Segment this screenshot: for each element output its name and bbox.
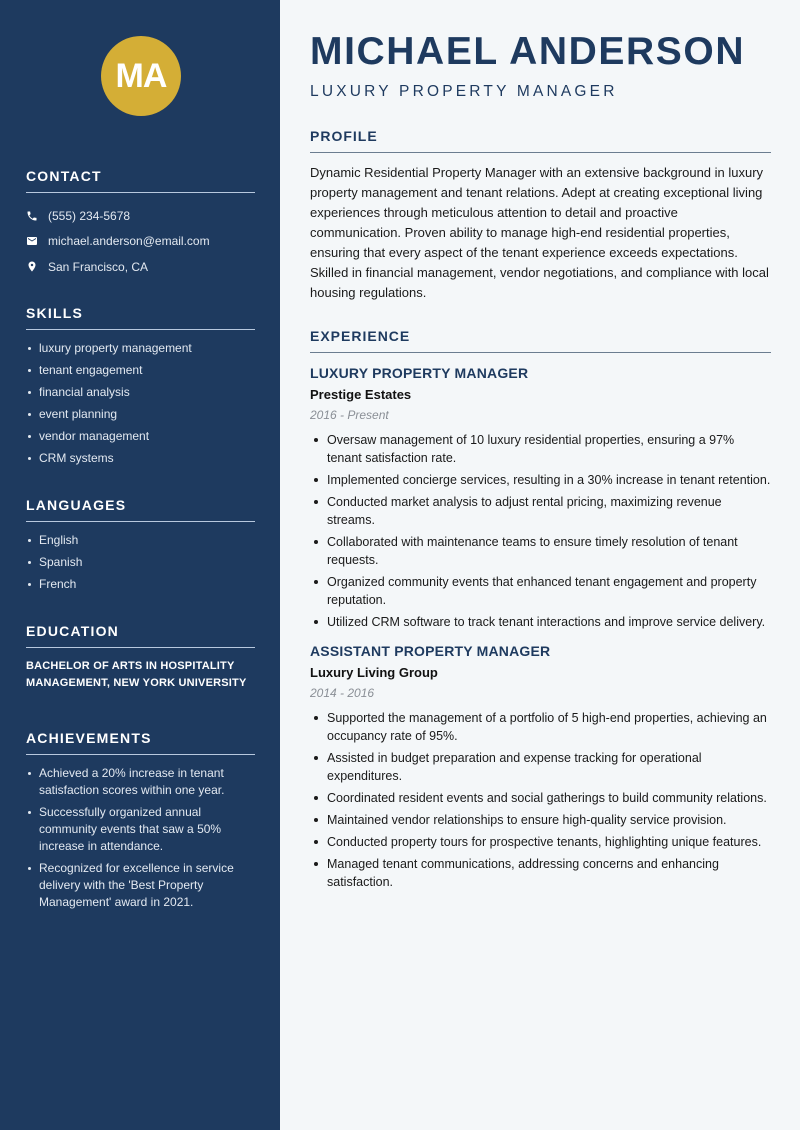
- location-pin-icon: [26, 260, 48, 273]
- job-bullet: Oversaw management of 10 luxury residential properties, ensuring a 97% tenant satisfaction rate.: [310, 431, 771, 467]
- job-title-header: LUXURY PROPERTY MANAGER: [310, 83, 618, 100]
- job-bullets: [310, 709, 771, 891]
- company-name: Prestige Estates: [310, 387, 412, 402]
- language-item: English: [26, 532, 255, 549]
- skills-heading: SKILLS: [26, 305, 255, 330]
- contact-heading: CONTACT: [26, 168, 255, 193]
- email-icon: [26, 235, 48, 247]
- job-bullet: Conducted property tours for prospective tenants, highlighting unique features.: [310, 833, 771, 851]
- achievements-section: [26, 730, 255, 916]
- skill-item: event planning: [26, 406, 255, 423]
- job-dates: 2014 - 2016: [310, 686, 375, 700]
- candidate-name: MICHAEL ANDERSON: [310, 30, 746, 73]
- job-bullet: Utilized CRM software to track tenant interactions and improve service delivery.: [310, 613, 771, 631]
- job-bullet: Collaborated with maintenance teams to ensure timely resolution of tenant requests.: [310, 533, 771, 569]
- phone-icon: [26, 210, 48, 222]
- education-section: [26, 623, 255, 692]
- contact-location: [26, 254, 255, 280]
- skill-item: luxury property management: [26, 340, 255, 357]
- achievement-item: Recognized for excellence in service delivery with the 'Best Property Management' award in 2021.: [26, 860, 255, 911]
- education-heading: EDUCATION: [26, 623, 255, 648]
- contact-email[interactable]: [26, 229, 255, 255]
- profile-section: [310, 128, 771, 303]
- job-entry: [310, 643, 771, 891]
- job-bullet: Coordinated resident events and social gatherings to build community relations.: [310, 789, 771, 807]
- job-dates: 2016 - Present: [310, 408, 389, 422]
- job-title: ASSISTANT PROPERTY MANAGER: [310, 643, 551, 659]
- languages-heading: LANGUAGES: [26, 497, 255, 522]
- job-bullet: Maintained vendor relationships to ensure high-quality service provision.: [310, 811, 771, 829]
- job-bullet: Assisted in budget preparation and expense tracking for operational expenditures.: [310, 749, 771, 785]
- job-bullet: Implemented concierge services, resulting in a 30% increase in tenant retention.: [310, 471, 771, 489]
- profile-heading: PROFILE: [310, 128, 771, 153]
- profile-summary: Dynamic Residential Property Manager with an extensive background in luxury property management and tenant relations. Adept at creating exceptional living experiences through meticulous attention to detail and proactive communication. Proven ability to manage high-end residential properties, ensuring that every aspect of the tenant experience exceeds expectations. Skilled in financial management, vendor negotiations, and compliance with local housing regulations.: [310, 165, 769, 300]
- skill-item: tenant engagement: [26, 362, 255, 379]
- skills-list: [26, 340, 255, 467]
- languages-section: [26, 497, 255, 598]
- contact-email-text: michael.anderson@email.com: [48, 234, 210, 249]
- language-item: French: [26, 576, 255, 593]
- company-name: Luxury Living Group: [310, 665, 438, 680]
- languages-list: [26, 532, 255, 593]
- achievement-item: Achieved a 20% increase in tenant satisfaction scores within one year.: [26, 765, 255, 799]
- contact-phone-text: (555) 234-5678: [48, 208, 131, 223]
- job-title: LUXURY PROPERTY MANAGER: [310, 365, 529, 381]
- experience-heading: EXPERIENCE: [310, 328, 771, 353]
- education-degree: BACHELOR OF ARTS IN HOSPITALITY MANAGEMENT, NEW YORK UNIVERSITY: [26, 660, 247, 689]
- language-item: Spanish: [26, 554, 255, 571]
- job-bullets: [310, 431, 771, 631]
- contact-section: [26, 168, 255, 280]
- achievements-heading: ACHIEVEMENTS: [26, 730, 255, 755]
- contact-phone[interactable]: [26, 203, 255, 229]
- job-bullet: Managed tenant communications, addressing concerns and enhancing satisfaction.: [310, 855, 771, 891]
- job-bullet: Supported the management of a portfolio of 5 high-end properties, achieving an occupancy rate of 95%.: [310, 709, 771, 745]
- achievement-item: Successfully organized annual community events that saw a 50% increase in attendance.: [26, 804, 255, 855]
- avatar: [101, 36, 181, 116]
- skills-section: [26, 305, 255, 472]
- experience-section: [310, 328, 771, 895]
- job-bullet: Organized community events that enhanced tenant engagement and property reputation.: [310, 573, 771, 609]
- skill-item: vendor management: [26, 428, 255, 445]
- sidebar: [0, 0, 280, 1130]
- skill-item: financial analysis: [26, 384, 255, 401]
- job-entry: [310, 365, 771, 631]
- contact-list: [26, 203, 255, 280]
- job-bullet: Conducted market analysis to adjust rental pricing, maximizing revenue streams.: [310, 493, 771, 529]
- achievements-list: [26, 765, 255, 911]
- contact-location-text: San Francisco, CA: [48, 259, 149, 274]
- skill-item: CRM systems: [26, 450, 255, 467]
- avatar-initials: MA: [115, 56, 167, 95]
